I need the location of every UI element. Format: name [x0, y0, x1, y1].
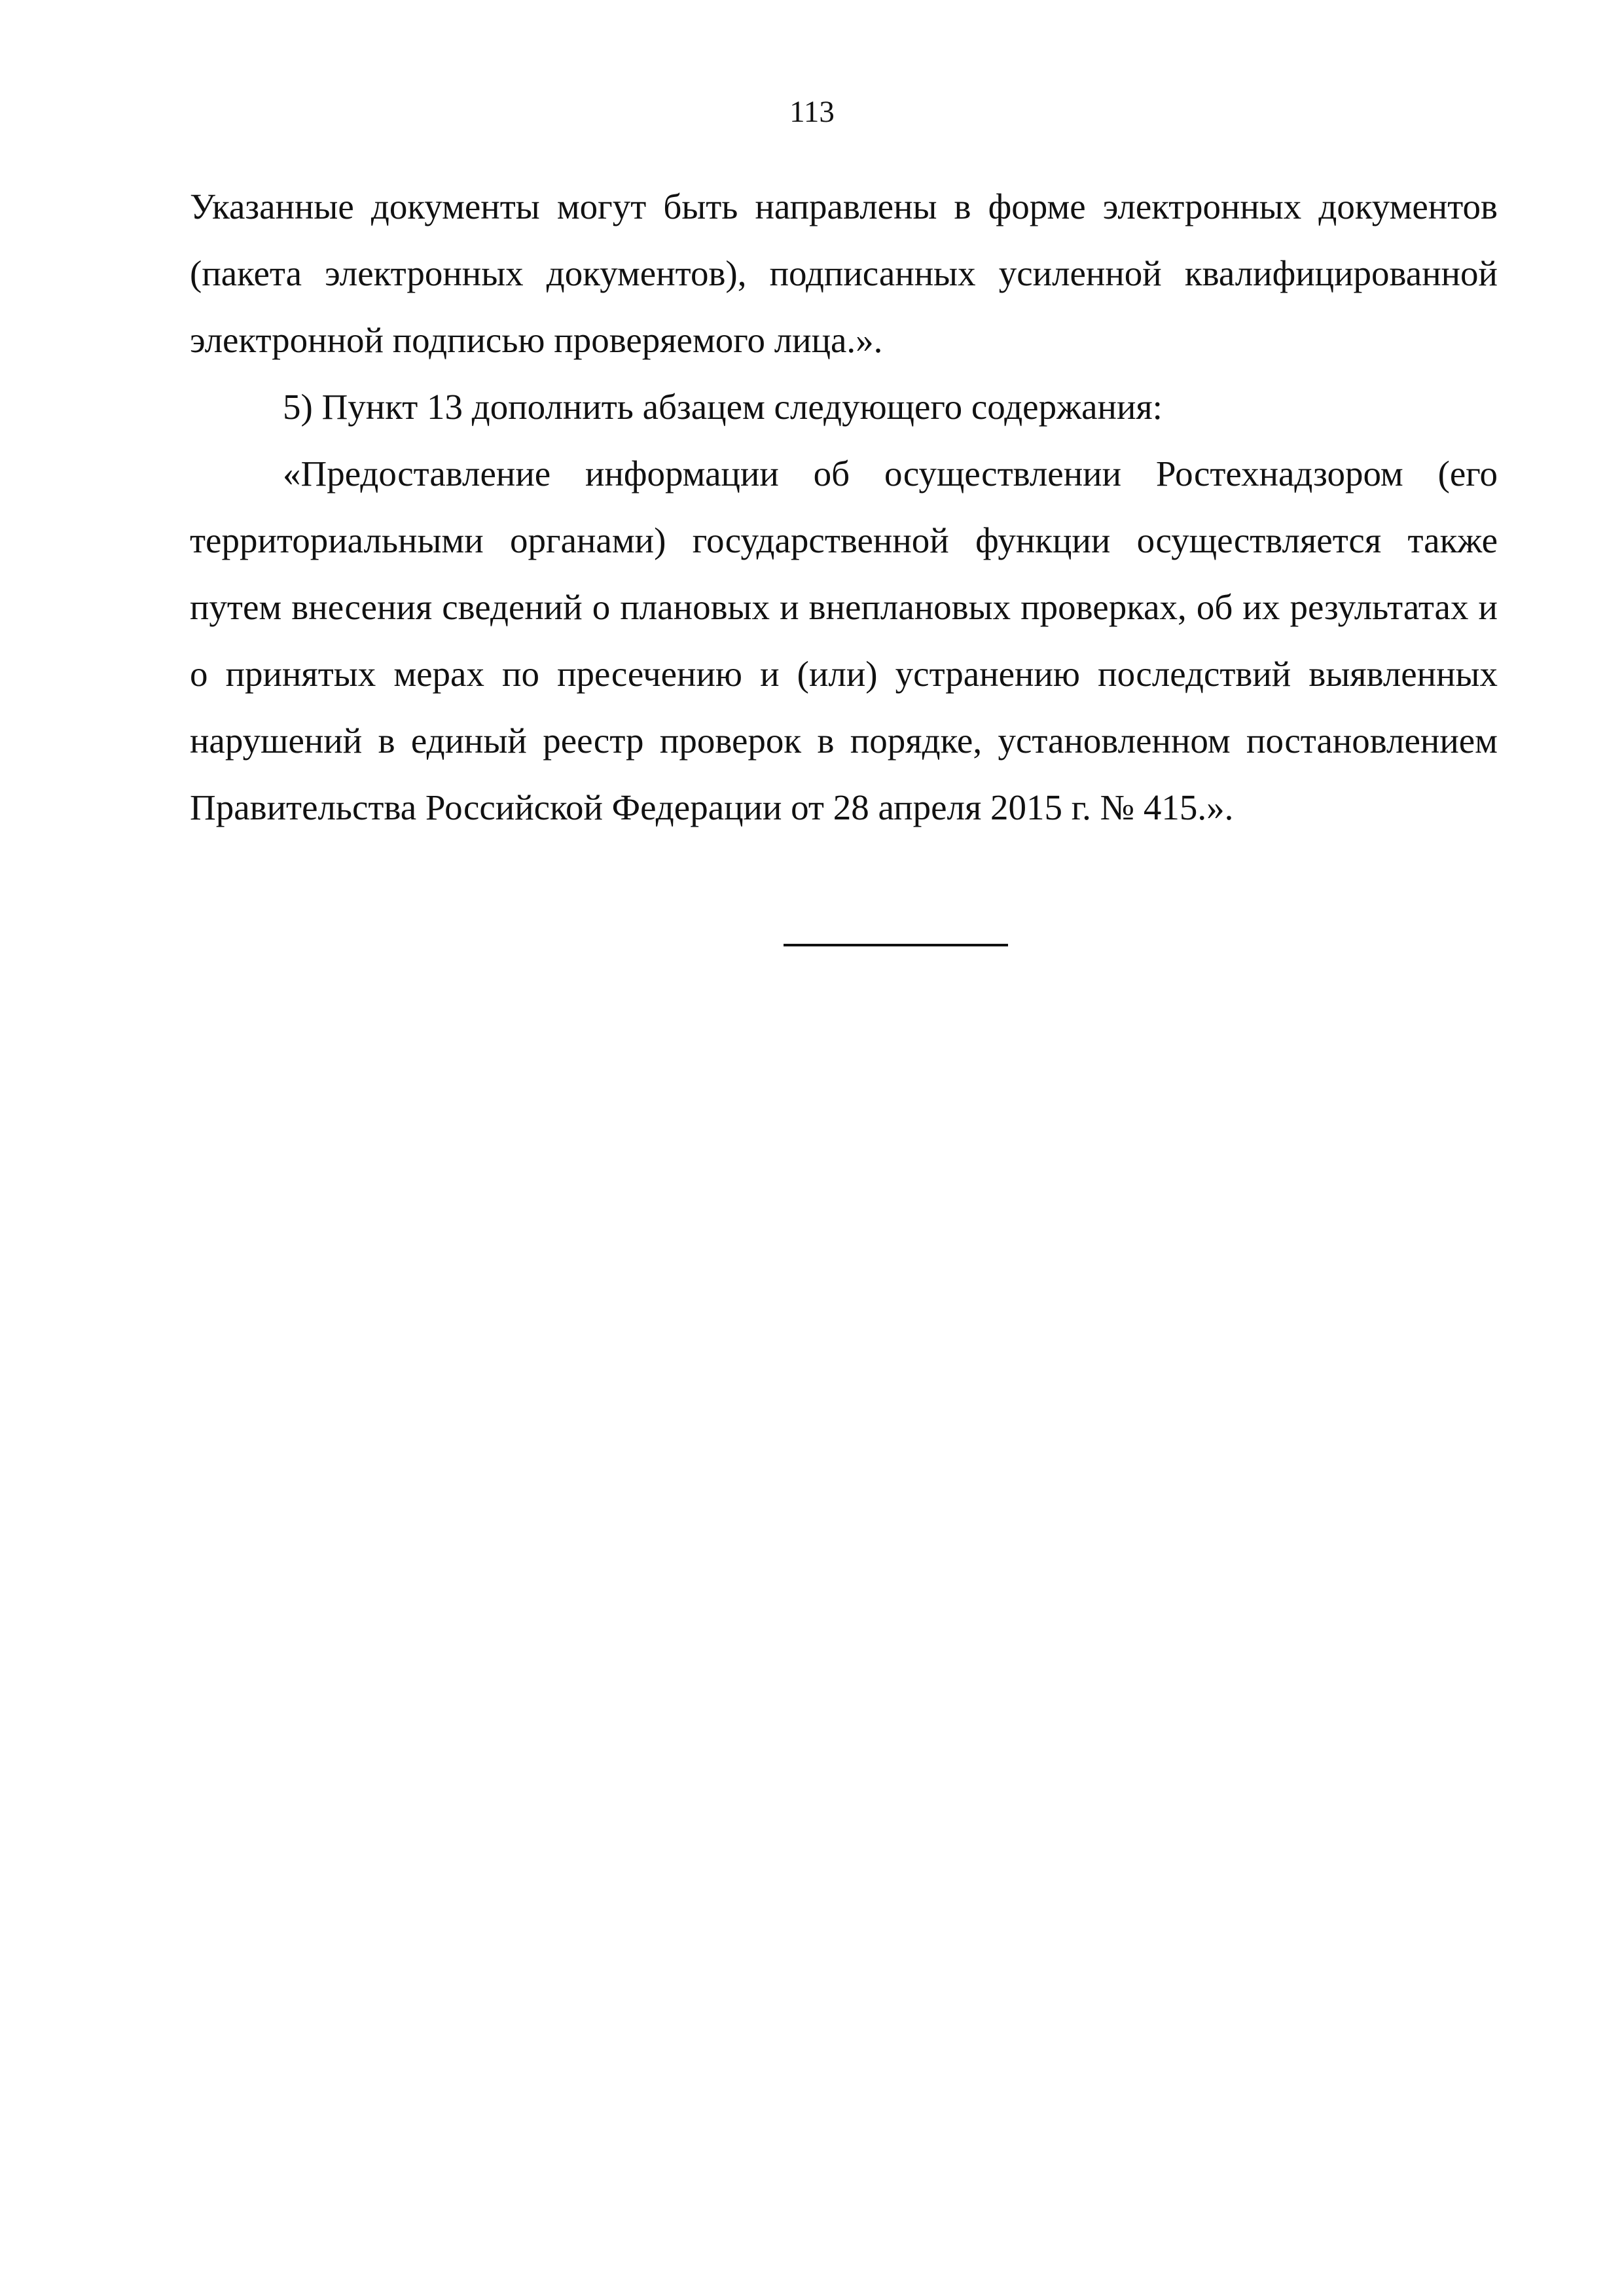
end-of-text-divider: [784, 944, 1008, 946]
page-number: 113: [789, 95, 835, 129]
paragraph-item-5-amendment: 5) Пункт 13 дополнить абзацем следующего содержания:: [283, 387, 1163, 427]
document-body: [190, 173, 1498, 841]
paragraph-documents-electronic-form: Указанные документы могут быть направлены в форме электронных документов (пакета электронных документов), подписанных усиленной квалифицированной электронной подписью проверяемого лица.».: [190, 187, 1498, 360]
paragraph-inspection-registry: «Предоставление информации об осуществлении Ростехнадзором (его территориальными органами) государственной функции осуществляется также путем внесения сведений о плановых и внеплановых проверках, об их результатах и о принятых мерах по пресечению и (или) устранению последствий выявленных нарушений в единый реестр проверок в порядке, установленном постановлением Правительства Российской Федерации от 28 апреля 2015 г. № 415.».: [190, 454, 1498, 827]
